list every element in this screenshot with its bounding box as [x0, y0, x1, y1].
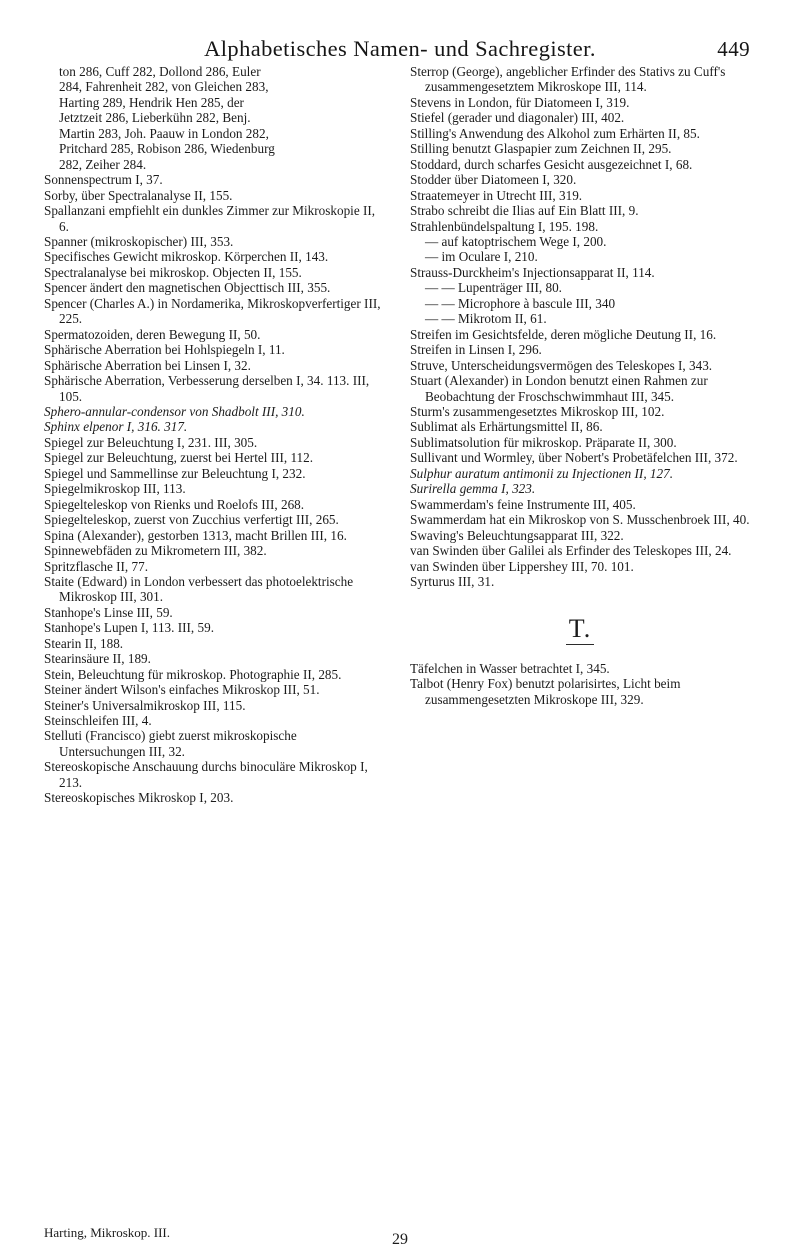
entry-line: Sterrop (George), angeblicher Erfinder des Stativs zu Cuff's zusammengesetztem Mikroskope III, 114. — [410, 64, 726, 95]
entry-line: Stanhope's Lupen I, 113. III, 59. — [44, 620, 214, 636]
entry-line: Sturm's zusammengesetztes Mikroskop III, 102. — [410, 403, 665, 419]
entry-line: Sorby, über Spectralanalyse II, 155. — [44, 187, 233, 203]
signature-mark: Harting, Mikroskop. III. — [44, 1225, 171, 1240]
entry-line: Stoddard, durch scharfes Gesicht ausgezeichnet I, 68. — [410, 156, 693, 172]
entry-line: Stilling benutzt Glaspapier zum Zeichnen II, 295. — [410, 141, 672, 157]
section-letter-heading — [410, 615, 750, 644]
entry-line: Syrturus III, 31. — [410, 573, 495, 589]
page-number: 449 — [717, 37, 750, 61]
entry-line: Spallanzani empfiehlt ein dunkles Zimmer zur Mikroskopie II, 6. — [44, 203, 376, 234]
entry-line: van Swinden über Galilei als Erfinder des Teleskopes III, 24. — [410, 543, 732, 559]
entry-line: Spiegelteleskop, zuerst von Zucchius verfertigt III, 265. — [44, 512, 339, 528]
entry-line: Sphärische Aberration bei Linsen I, 32. — [44, 357, 251, 373]
right-column — [410, 64, 750, 707]
page-title: Alphabetisches Namen- und Sachregister. — [204, 36, 596, 61]
entry-line: — — Lupenträger III, 80. — [425, 280, 562, 296]
entry-line: Steiner's Universalmikroskop III, 115. — [44, 697, 246, 713]
entry-line: Stereoskopische Anschauung durchs binoculäre Mikroskop I, 213. — [44, 759, 368, 790]
entry-line: Steinschleifen III, 4. — [44, 713, 152, 729]
entry-line: Spiegel zur Beleuchtung, zuerst bei Hertel III, 112. — [44, 450, 314, 466]
entry-line: Stein, Beleuchtung für mikroskop. Photographie II, 285. — [44, 666, 342, 682]
entry-line: Pritchard 285, Robison 286, Wiedenburg — [59, 141, 275, 157]
entry-line: van Swinden über Lippershey III, 70. 101. — [410, 558, 634, 574]
entry-line: Sulphur auratum antimonii zu Injectionen II, 127. — [410, 465, 673, 481]
entry-line: Spritzflasche II, 77. — [44, 558, 148, 574]
entry-line: Struve, Unterscheidungsvermögen des Teleskopes I, 343. — [410, 357, 713, 373]
entry-line: Swaving's Beleuchtungsapparat III, 322. — [410, 527, 624, 543]
entry-line: Spiegelmikroskop III, 113. — [44, 481, 186, 497]
entry-line: Sphero-annular-condensor von Shadbolt III, 310. — [44, 403, 305, 419]
entry-line: Stilling's Anwendung des Alkohol zum Erhärten II, 85. — [410, 125, 700, 141]
entry-line: — — Microphore à bascule III, 340 — [425, 295, 616, 311]
entry-line: Streifen in Linsen I, 296. — [410, 342, 542, 358]
left-column — [44, 64, 384, 806]
entry-line: Sublimatsolution für mikroskop. Präparate II, 300. — [410, 434, 677, 450]
entry-line: — — Mikrotom II, 61. — [425, 311, 547, 327]
entry-line: 282, Zeiher 284. — [59, 156, 147, 172]
entry-line: Jetztzeit 286, Lieberkühn 282, Benj. — [59, 110, 251, 126]
entry-line: Stevens in London, für Diatomeen I, 319. — [410, 94, 630, 110]
entry-line: ton 286, Cuff 282, Dollond 286, Euler — [59, 64, 261, 79]
entry-line: Strahlenbündelspaltung I, 195. 198. — [410, 218, 599, 234]
entry-line: Spencer (Charles A.) in Nordamerika, Mikroskopverfertiger III, 225. — [44, 295, 381, 327]
entry-line: Spencer ändert den magnetischen Objecttisch III, 355. — [44, 280, 331, 296]
entry-line: Sphärische Aberration, Verbesserung derselben I, 34. 113. III, 105. — [44, 373, 370, 404]
entry-line: Sphärische Aberration bei Hohlspiegeln I, 11. — [44, 342, 285, 358]
section-letter-label: T. — [566, 615, 594, 644]
entry-line: Straatemeyer in Utrecht III, 319. — [410, 187, 583, 203]
entry-line: Spina (Alexander), gestorben 1313, macht Brillen III, 16. — [44, 527, 347, 543]
entry-line: Talbot (Henry Fox) benutzt polarisirtes, Licht beim zusammengesetzten Mikroskope III, 329. — [410, 676, 681, 707]
entry-line: Stuart (Alexander) in London benutzt einen Rahmen zur Beobachtung der Froschschwimmhaut III, 345. — [410, 373, 708, 404]
entry-line: Stelluti (Francisco) giebt zuerst mikroskopische Untersuchungen III, 32. — [44, 728, 297, 759]
entry-line: Stearinsäure II, 189. — [44, 651, 151, 667]
entry-line: 284, Fahrenheit 282, von Gleichen 283, — [59, 79, 269, 95]
entry-line: Strabo schreibt die Ilias auf Ein Blatt III, 9. — [410, 203, 639, 219]
entry-line: Stearin II, 188. — [44, 635, 124, 651]
entry-line: Spinnewebfäden zu Mikrometern III, 382. — [44, 543, 267, 559]
entry-line: Spiegel zur Beleuchtung I, 231. III, 305. — [44, 434, 258, 450]
entry-line: Stodder über Diatomeen I, 320. — [410, 172, 577, 188]
entry-line: Sublimat als Erhärtungsmittel II, 86. — [410, 419, 603, 435]
entry-line: Harting 289, Hendrik Hen 285, der — [59, 94, 244, 110]
entry-line: Sonnenspectrum I, 37. — [44, 172, 163, 188]
entry-line: Steiner ändert Wilson's einfaches Mikroskop III, 51. — [44, 682, 320, 698]
entry-line: Stiefel (gerader und diagonaler) III, 402. — [410, 110, 625, 126]
entry-line: Staite (Edward) in London verbessert das photoelektrische Mikroskop III, 301. — [44, 573, 354, 605]
entry-line: Spectralanalyse bei mikroskop. Objecten II, 155. — [44, 264, 302, 280]
entry-line: — im Oculare I, 210. — [425, 249, 538, 265]
entry-line: — auf katoptrischem Wege I, 200. — [425, 233, 607, 249]
entry-line: Streifen im Gesichtsfelde, deren mögliche Deutung II, 16. — [410, 326, 717, 342]
entry-line: Spiegel und Sammellinse zur Beleuchtung I, 232. — [44, 465, 306, 481]
entry-line: Surirella gemma I, 323. — [410, 481, 536, 497]
folio-number: 29 — [392, 1231, 408, 1248]
entry-line: Sullivant und Wormley, über Nobert's Probetäfelchen III, 372. — [410, 450, 738, 466]
entry-line: Martin 283, Joh. Paauw in London 282, — [59, 125, 269, 141]
entry-line: Swammerdam's feine Instrumente III, 405. — [410, 496, 636, 512]
page-header — [44, 36, 756, 62]
entry-line: Spiegelteleskop von Rienks und Roelofs III, 268. — [44, 496, 305, 512]
entry-line: Stereoskopisches Mikroskop I, 203. — [44, 790, 234, 806]
two-column-body — [44, 64, 756, 806]
entry-line: Stanhope's Linse III, 59. — [44, 604, 173, 620]
entry-line: Swammerdam hat ein Mikroskop von S. Musschenbroek III, 40. — [410, 512, 750, 528]
entry-line: Specifisches Gewicht mikroskop. Körperchen II, 143. — [44, 249, 329, 265]
entry-line: Spermatozoiden, deren Bewegung II, 50. — [44, 326, 261, 342]
entry-line: Sphinx elpenor I, 316. 317. — [44, 419, 188, 435]
entry-line: Strauss-Durckheim's Injectionsapparat II, 114. — [410, 264, 655, 280]
entry-line: Täfelchen in Wasser betrachtet I, 345. — [410, 660, 610, 676]
entry-line: Spanner (mikroskopischer) III, 353. — [44, 233, 234, 249]
